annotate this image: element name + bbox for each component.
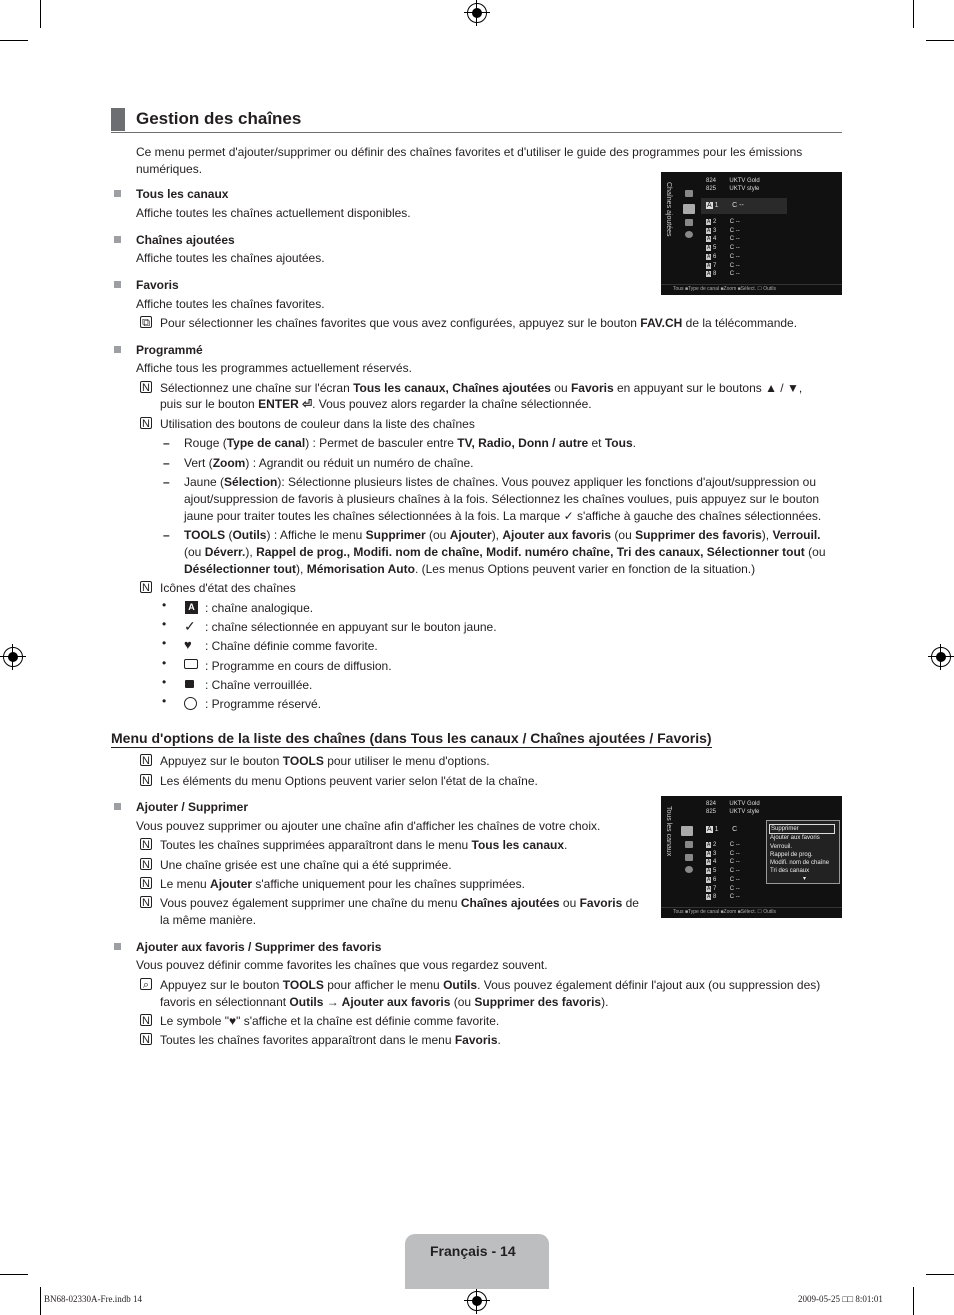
remote-note-icon: ⧉	[140, 316, 152, 328]
analog-channel-icon: A	[185, 601, 198, 614]
dash-text: jaune pour traiter toutes les chaînes sélectionnées à la fois. La marque ✓ s'affiche à gauche des chaînes sélectionnées.	[184, 509, 822, 523]
note-text: la même manière.	[160, 913, 257, 927]
channel-value: C --	[729, 219, 740, 225]
section-text: Affiche toutes les chaînes actuellement disponibles.	[136, 206, 411, 220]
crop-mark	[913, 0, 914, 28]
intro-text: Ce menu permet d'ajouter/supprimer ou définir des chaînes favorites et d'utiliser le guide des programmes pour les émissions numériques.	[136, 145, 803, 176]
icon-desc: : Programme en cours de diffusion.	[205, 659, 392, 673]
dash-bullet: –	[163, 528, 170, 542]
added-icon	[685, 841, 693, 848]
footer-date: 2009-05-25 □□ 8:01:01	[798, 1294, 883, 1304]
channel-value: C --	[729, 850, 740, 857]
dash-text: ajout/suppression de favoris à plusieurs chaînes à la fois. Sélectionnez les chaînes voulues, puis appuyez sur le bouton	[184, 492, 820, 506]
icon-desc: : Chaîne définie comme favorite.	[205, 639, 378, 653]
icon-desc: : Programme réservé.	[205, 697, 322, 711]
favorite-icon	[685, 854, 693, 861]
channel-value: C --	[729, 262, 740, 269]
note-text: Utilisation des boutons de couleur dans la liste des chaînes	[160, 417, 475, 431]
section-text: Vous pouvez définir comme favorites les chaînes que vous regardez souvent.	[136, 958, 548, 972]
channel-number: 2	[713, 219, 717, 225]
note-icon: N	[140, 754, 152, 766]
dash-text: (ou Déverr.), Rappel de prog., Modifi. nom de chaîne, Modif. numéro chaîne, Tri des canaux, Sélectionner tout (ou	[184, 545, 826, 559]
bullet-square	[114, 346, 121, 353]
tv-options-menu-screen	[661, 796, 842, 918]
channel-number: 3	[713, 850, 717, 857]
channel-number: 3	[713, 227, 717, 234]
channel-number: 4	[713, 236, 717, 243]
channel-number: 2	[713, 842, 717, 848]
bullet-dot: •	[162, 656, 167, 670]
dash-text: Jaune (Sélection): Sélectionne plusieurs listes de chaînes. Vous pouvez appliquer les fonctions d'ajout/suppression ou	[184, 475, 817, 489]
enter-icon: ⏎	[298, 397, 313, 411]
channel-row[interactable]: A 8 C --	[707, 271, 740, 278]
menu-item[interactable]: Tri des canaux	[770, 868, 810, 875]
note-text: Pour sélectionner les chaînes favorites que vous avez configurées, appuyez sur le bouton FAV.CH de la télécommande.	[160, 316, 798, 330]
screen-footer-text: Tous ■Type de canal ■Zoom ■Sélect. ☐ Outils	[673, 286, 777, 292]
channel-row[interactable]: A 5 C --	[707, 868, 740, 875]
bullet-dot: •	[162, 675, 167, 689]
crop-mark	[926, 40, 954, 41]
channel-row[interactable]: A 4 C --	[707, 859, 740, 866]
footer-file: BN68-02330A-Fre.indb 14	[44, 1294, 142, 1304]
channel-value: C --	[729, 859, 740, 866]
tools-note-icon: ⌕	[140, 978, 152, 990]
channel-value: C --	[729, 894, 740, 901]
screen-footer-text: Tous ■Type de canal ■Zoom ■Sélect. ☐ Outils	[673, 909, 777, 915]
heart-icon: ♥	[184, 637, 192, 652]
note-icon: N	[140, 581, 152, 593]
bullet-dot: •	[162, 636, 167, 650]
section-head-ajoutees: Chaînes ajoutées	[136, 233, 235, 247]
note-text: Vous pouvez également supprimer une chaîne du menu Chaînes ajoutées ou Favoris de	[160, 896, 639, 910]
channel-value: C --	[729, 885, 740, 892]
section-head-programme: Programmé	[136, 343, 203, 357]
scroll-down-icon[interactable]: ▾	[802, 875, 806, 882]
channel-value: C --	[729, 868, 740, 875]
bullet-dot: •	[162, 598, 167, 612]
note-text: Toutes les chaînes supprimées apparaîtront dans le menu Tous les canaux.	[160, 838, 568, 852]
note-icon: N	[140, 877, 152, 889]
bullet-dot: •	[162, 617, 167, 631]
screen-side-label: Tous les canaux	[665, 806, 672, 857]
sub-heading: Menu d'options de la liste des chaînes (dans Tous les canaux / Chaînes ajoutées / Favoris)	[111, 730, 712, 746]
menu-item[interactable]: Rappel de prog.	[770, 851, 813, 858]
note-icon: N	[140, 774, 152, 786]
channel-number: 6	[713, 253, 717, 260]
icon-desc: : chaîne analogique.	[205, 601, 314, 615]
channel-number: 4	[713, 859, 717, 866]
icon-desc: : chaîne sélectionnée en appuyant sur le bouton jaune.	[205, 620, 497, 634]
channel-row[interactable]: A 8 C --	[707, 894, 740, 901]
dash-text: Désélectionner tout), Mémorisation Auto. (Les menus Options peuvent varier en fonction de la situation.)	[184, 562, 756, 576]
all-icon	[685, 190, 693, 197]
channel-name: UKTV style	[729, 186, 760, 192]
channel-number: 824	[706, 178, 717, 184]
all-icon	[681, 826, 693, 836]
section-text: Affiche toutes les chaînes favorites.	[136, 297, 325, 311]
registration-mark-icon	[467, 3, 487, 23]
note-text: Toutes les chaînes favorites apparaîtront dans le menu Favoris.	[160, 1033, 501, 1047]
note-icon: N	[140, 417, 152, 429]
screen-side-label: Chaînes ajoutées	[665, 182, 672, 237]
note-icon: N	[140, 838, 152, 850]
channel-row[interactable]: A 3 C --	[707, 850, 740, 857]
bullet-square	[114, 236, 121, 243]
note-text: Appuyez sur le bouton TOOLS pour utiliser le menu d'options.	[160, 754, 490, 768]
channel-number: 825	[706, 186, 717, 192]
bullet-square	[114, 281, 121, 288]
note-icon: N	[140, 381, 152, 393]
bullet-dot: •	[162, 694, 167, 708]
channel-row[interactable]: A 7 C --	[707, 262, 740, 269]
section-text: Affiche toutes les chaînes ajoutées.	[136, 251, 325, 265]
channel-number: 5	[713, 868, 717, 875]
crop-mark	[0, 40, 28, 41]
dash-bullet: –	[163, 436, 170, 450]
channel-number: 824	[706, 801, 717, 807]
crop-mark	[0, 1274, 28, 1275]
channel-number: 6	[713, 876, 717, 883]
menu-item[interactable]: Modifi. nom de chaîne	[770, 860, 830, 867]
note-icon: N	[140, 858, 152, 870]
channel-value: C --	[729, 876, 740, 883]
bullet-square	[114, 943, 121, 950]
section-head-tous: Tous les canaux	[136, 187, 229, 201]
note-text: Une chaîne grisée est une chaîne qui a été supprimée.	[160, 858, 452, 872]
channel-number: 8	[713, 894, 717, 901]
channel-number: 8	[713, 271, 717, 278]
favorite-icon	[685, 219, 693, 226]
channel-value: C --	[729, 842, 740, 848]
menu-item[interactable]: Ajouter aux favoris	[770, 835, 820, 842]
channel-row[interactable]: A 3 C --	[707, 227, 740, 234]
section-head-favoris2: Ajouter aux favoris / Supprimer des favoris	[136, 940, 382, 954]
channel-row[interactable]: A 2 C --	[707, 842, 740, 848]
dash-bullet: –	[163, 475, 170, 489]
channel-row[interactable]: A 5 C --	[707, 245, 740, 252]
crop-mark	[40, 0, 41, 28]
channel-value: C --	[729, 245, 740, 252]
lock-icon	[185, 680, 194, 688]
note-text: favoris en sélectionnant Outils → Ajouter aux favoris (ou Supprimer des favoris).	[160, 995, 609, 1009]
page-number-tab	[405, 1234, 549, 1289]
channel-number: 7	[713, 885, 717, 892]
channel-value: C --	[729, 227, 740, 234]
note-text: Les éléments du menu Options peuvent varier selon l'état de la chaîne.	[160, 774, 538, 788]
section-head-ajouter: Ajouter / Supprimer	[136, 800, 249, 814]
heart-icon: ♥	[228, 1014, 237, 1028]
note-icon: N	[140, 1033, 152, 1045]
dash-bullet: –	[163, 456, 170, 470]
dash-text: Rouge (Type de canal) : Permet de basculer entre TV, Radio, Donn / autre et Tous.	[184, 436, 636, 450]
section-text: Affiche tous les programmes actuellement réservés.	[136, 361, 412, 375]
note-text: Icônes d'état des chaînes	[160, 581, 296, 595]
channel-row[interactable]: A 6 C --	[707, 876, 740, 883]
note-text: Le symbole "♥" s'affiche et la chaîne est définie comme favorite.	[160, 1014, 500, 1028]
reserved-icon	[685, 231, 693, 238]
page-title: Gestion des chaînes	[136, 109, 302, 128]
dash-text: TOOLS (Outils) : Affiche le menu Supprimer (ou Ajouter), Ajouter aux favoris (ou Supprimer des favoris), Verrouil.	[184, 528, 821, 542]
tv-channel-list-screen: Chaînes ajoutées 824 UKTV Gold 825 UKTV style A 1 C -- A 2 C -- A 3 C -- A 4 C -- A 5 C -- A 6 C -- A 7 C -- A 8 C -- Tous ■Type de canal ■Zoom ■Sélect. ☐ Outils	[661, 172, 842, 295]
channel-name: UKTV Gold	[729, 178, 760, 184]
section-head-favoris: Favoris	[136, 278, 179, 292]
reserved-icon	[685, 866, 693, 873]
note-icon: N	[140, 896, 152, 908]
crop-mark	[913, 1287, 914, 1315]
bullet-square	[114, 190, 121, 197]
crop-mark	[926, 1274, 954, 1275]
channel-row[interactable]: A 7 C --	[707, 885, 740, 892]
section-header	[111, 108, 842, 133]
registration-mark-icon	[3, 647, 23, 667]
options-menu	[766, 820, 840, 884]
note-text: Appuyez sur le bouton TOOLS pour afficher le menu Outils. Vous pouvez également définir l'ajout aux (ou suppression des)	[160, 978, 821, 992]
bullet-square	[114, 803, 121, 810]
channel-value: C --	[729, 253, 740, 260]
clock-icon	[184, 697, 197, 710]
channel-number: 5	[713, 245, 717, 252]
crop-mark	[40, 1287, 41, 1315]
channel-value: C --	[729, 271, 740, 278]
note-icon: N	[140, 1014, 152, 1026]
section-text: Vous pouvez supprimer ou ajouter une chaîne afin d'afficher les chaînes de votre choix.	[136, 819, 601, 833]
page-number: Français - 14	[430, 1243, 516, 1259]
channel-row[interactable]: A 4 C --	[707, 236, 740, 243]
channel-name: UKTV Gold	[729, 801, 760, 807]
menu-item[interactable]: Verrouil.	[770, 843, 793, 850]
menu-item-supprimer[interactable]: Supprimer	[769, 824, 835, 834]
note-text: Le menu Ajouter s'affiche uniquement pour les chaînes supprimées.	[160, 877, 525, 891]
registration-mark-icon	[467, 1291, 487, 1311]
channel-number: 825	[706, 809, 717, 815]
channel-number: 7	[713, 262, 717, 269]
check-icon: ✓	[184, 618, 196, 634]
selected-row[interactable]: A 1 C	[707, 826, 738, 833]
channel-name: UKTV style	[729, 809, 760, 815]
note-text: Sélectionnez une chaîne sur l'écran Tous les canaux, Chaînes ajoutées ou Favoris en appuyant sur le boutons ▲ / ▼,	[160, 381, 803, 395]
icon-desc: : Chaîne verrouillée.	[205, 678, 313, 692]
dash-text: Vert (Zoom) : Agrandit ou réduit un numéro de chaîne.	[184, 456, 474, 470]
title-bar	[111, 108, 125, 131]
tv-broadcast-icon	[184, 659, 198, 669]
channel-row[interactable]: A 2 C --	[707, 219, 740, 225]
check-icon: ✓	[563, 509, 574, 523]
channel-row[interactable]: A 6 C --	[707, 253, 740, 260]
added-icon	[683, 204, 695, 214]
registration-mark-icon	[931, 647, 951, 667]
channel-value: C --	[729, 236, 740, 243]
note-text: puis sur le bouton ENTER ⏎. Vous pouvez alors regarder la chaîne sélectionnée.	[160, 397, 592, 411]
